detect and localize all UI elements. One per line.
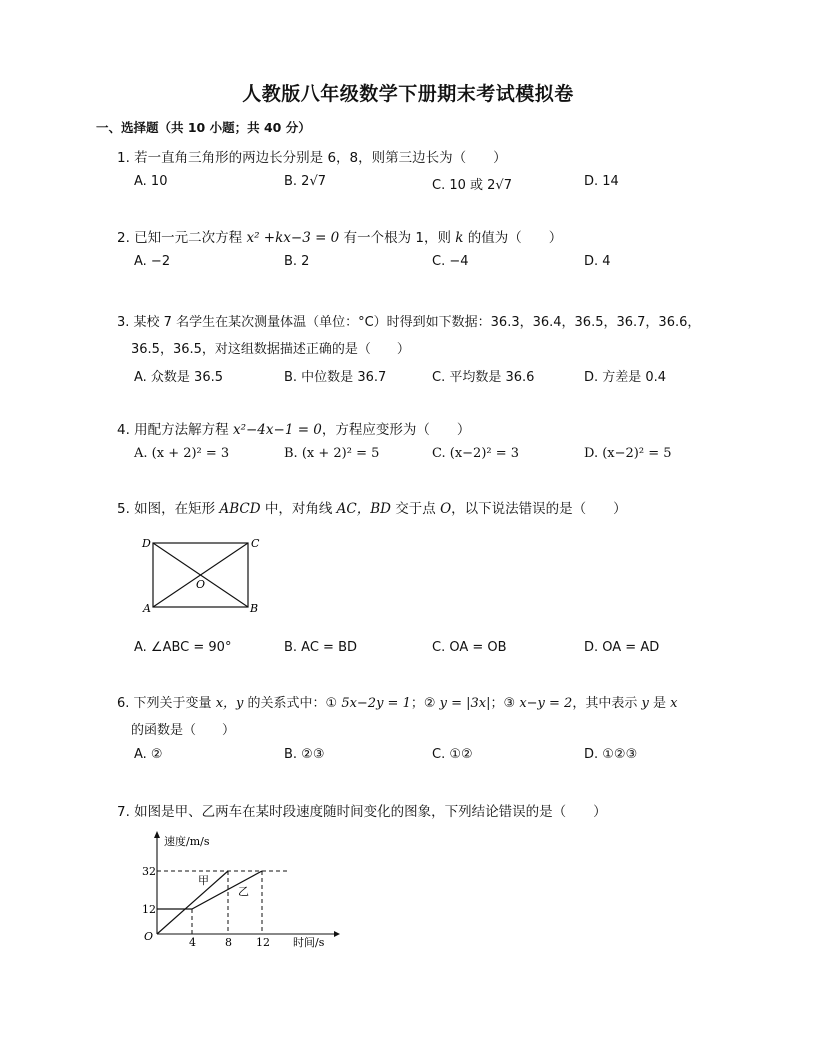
y-axis-arrow-icon: [154, 831, 160, 838]
q4-equation: x²−4x−1 = 0: [232, 422, 322, 438]
label-c: C: [251, 537, 260, 550]
y-tick-12: 12: [142, 903, 156, 916]
q6-text-2: 的关系式中：①: [247, 696, 338, 711]
q5-stem-text-2: 中，对角线: [264, 501, 333, 517]
series-yi-label: 乙: [238, 885, 249, 898]
q5-stem-text-4: ，以下说法错误的是（ ）: [451, 501, 627, 517]
question-7-stem: 7. 如图是甲、乙两车在某时段速度随时间变化的图象，下列结论错误的是（ ）: [117, 804, 607, 820]
question-2-stem: [117, 226, 562, 246]
q1-option-a: A. 10: [134, 174, 168, 189]
q6-option-c: C. ①②: [432, 747, 473, 762]
q6-text-1: 6. 下列关于变量: [117, 696, 212, 711]
q5-option-b: B. AC = BD: [284, 640, 358, 655]
q5-stem-text-1: 5. 如图，在矩形: [117, 501, 216, 517]
label-o: O: [196, 578, 206, 591]
q2-option-a: A. −2: [134, 254, 171, 269]
y-axis-label: 速度/m/s: [164, 835, 210, 848]
q5-option-a: A. ∠ABC = 90°: [134, 640, 232, 655]
q2-variable: k: [455, 230, 464, 246]
q5-option-c: C. OA = OB: [432, 640, 507, 655]
question-6-stem-line-2: 的函数是（ ）: [131, 723, 236, 738]
q3-option-c: C. 平均数是 36.6: [432, 370, 535, 385]
question-1-stem: 1. 若一直角三角形的两边长分别是 6，8，则第三边长为（ ）: [117, 150, 507, 166]
q6-text-3: ；②: [410, 696, 436, 711]
question-3-stem-line-1: 3. 某校 7 名学生在某次测量体温（单位：°C）时得到如下数据：36.3，36.4，36.5，36.7，36.6，: [117, 315, 701, 330]
q5-point-o: O: [440, 501, 452, 517]
q1-option-d: D. 14: [584, 174, 619, 189]
q2-stem-text-3: 的值为（ ）: [467, 230, 563, 246]
q2-equation: x² +kx−3 = 0: [246, 230, 340, 246]
question-6-stem-line-1: [117, 692, 677, 711]
q2-option-c: C. −4: [432, 254, 469, 269]
q6-relation-1: 5x−2y = 1: [341, 696, 411, 711]
q6-relation-3: x−y = 2: [519, 696, 573, 711]
q1-option-b: B. 2√7: [284, 174, 327, 189]
q4-stem-text-2: ，方程应变形为（ ）: [321, 422, 471, 438]
q2-option-d: D. 4: [584, 254, 611, 269]
q1-option-c: C. 10 或 2√7: [432, 178, 512, 193]
y-tick-32: 32: [142, 865, 156, 878]
q4-option-a: A. (x + 2)² = 3: [134, 446, 230, 461]
x-axis-arrow-icon: [334, 931, 340, 937]
q4-option-d: D. (x−2)² = 5: [584, 446, 672, 461]
question-3-stem-line-2: 36.5，36.5，对这组数据描述正确的是（ ）: [131, 342, 410, 357]
q6-relation-2: y = |3x|: [439, 696, 491, 711]
q6-option-b: B. ②③: [284, 747, 325, 762]
label-d: D: [142, 537, 151, 550]
series-jia-label: 甲: [198, 874, 209, 887]
q5-diagonals: AC，BD: [336, 501, 391, 517]
origin-label: O: [144, 930, 154, 943]
x-tick-4: 4: [189, 936, 196, 949]
page-title: 人教版八年级数学下册期末考试模拟卷: [242, 83, 574, 105]
q6-var-x: x: [670, 696, 678, 711]
q6-option-d: D. ①②③: [584, 747, 638, 762]
rectangle-figure: [140, 534, 265, 616]
q2-option-b: B. 2: [284, 254, 310, 269]
q5-option-d: D. OA = AD: [584, 640, 660, 655]
q6-text-6: 是: [652, 696, 666, 711]
q5-rect-name: ABCD: [219, 501, 261, 517]
q6-var-y: y: [641, 696, 649, 711]
q3-option-a: A. 众数是 36.5: [134, 370, 224, 385]
speed-time-graph: [138, 828, 348, 950]
q3-option-d: D. 方差是 0.4: [584, 370, 667, 385]
q4-option-c: C. (x−2)² = 3: [432, 446, 520, 461]
q4-stem-text-1: 4. 用配方法解方程: [117, 422, 229, 438]
q2-stem-text-1: 2. 已知一元二次方程: [117, 230, 243, 246]
q6-vars: x，y: [215, 696, 244, 711]
q6-option-a: A. ②: [134, 747, 163, 762]
q5-stem-text-3: 交于点: [395, 501, 436, 517]
q6-text-4: ；③: [490, 696, 516, 711]
label-b: B: [250, 602, 259, 615]
label-a: A: [143, 602, 151, 615]
question-5-stem: [117, 497, 627, 517]
q2-stem-text-2: 有一个根为 1，则: [343, 230, 451, 246]
q3-option-b: B. 中位数是 36.7: [284, 370, 387, 385]
x-tick-8: 8: [225, 936, 232, 949]
section-heading: 一、选择题（共 10 小题；共 40 分）: [96, 120, 311, 135]
question-4-stem: [117, 418, 470, 438]
x-tick-12: 12: [256, 936, 270, 949]
q4-option-b: B. (x + 2)² = 5: [284, 446, 380, 461]
q6-text-5: ，其中表示: [572, 696, 638, 711]
x-axis-label: 时间/s: [293, 936, 325, 949]
